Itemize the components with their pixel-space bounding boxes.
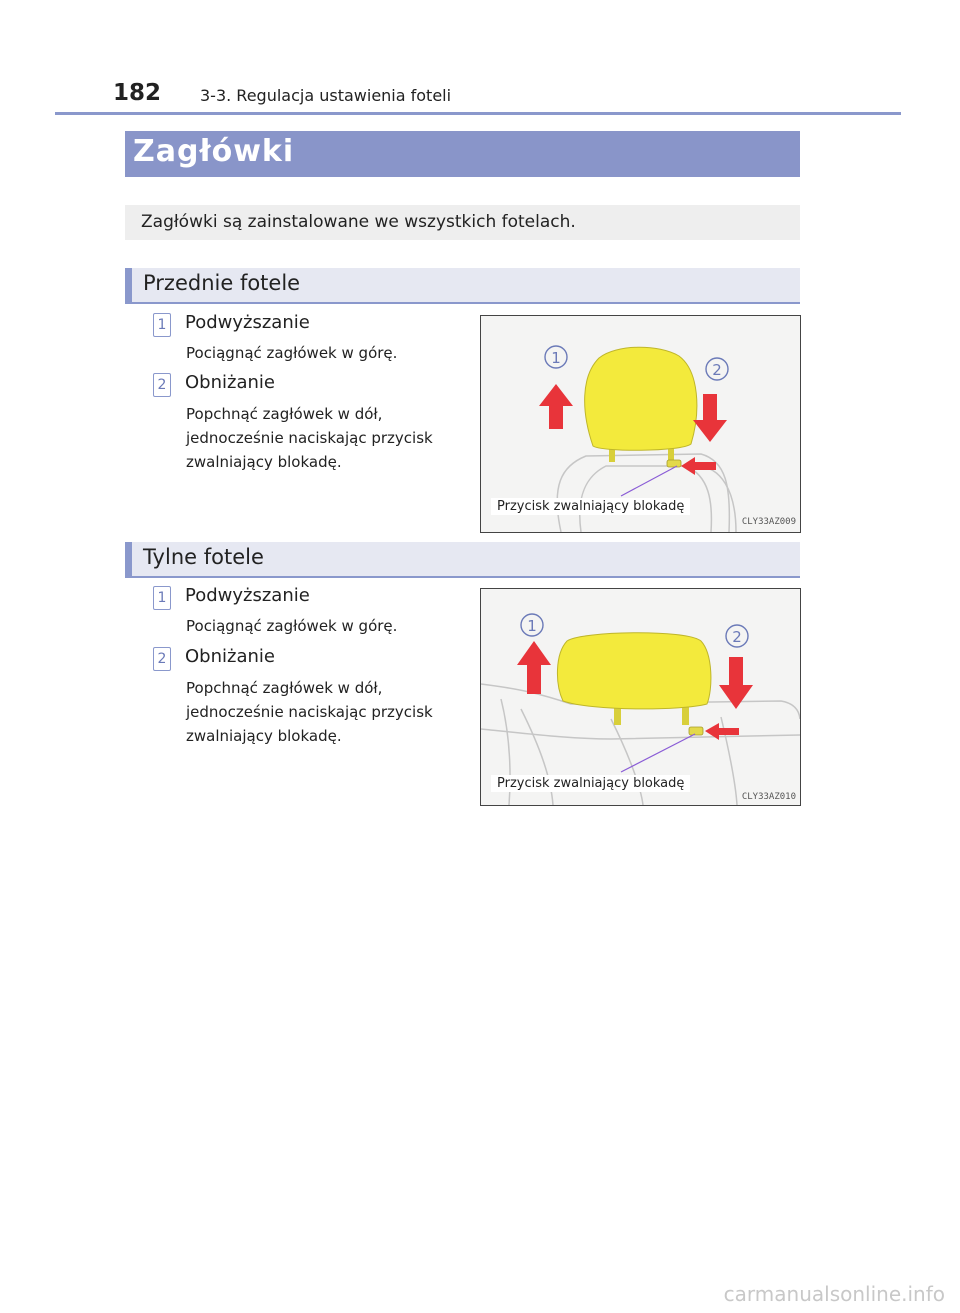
item-title: Podwyższanie bbox=[185, 312, 310, 333]
figure-rear-headrest bbox=[480, 588, 801, 806]
section-heading: Przednie fotele bbox=[143, 271, 301, 295]
section-rear-seats bbox=[125, 542, 800, 578]
callout-line bbox=[621, 734, 695, 772]
headrest bbox=[585, 347, 697, 450]
section-heading: Tylne fotele bbox=[143, 545, 264, 569]
watermark: carmanualsonline.info bbox=[723, 1282, 945, 1306]
intro-text: Zagłówki są zainstalowane we wszystkich fotelach. bbox=[141, 212, 576, 232]
figure-caption: Przycisk zwalniający blokadę bbox=[491, 775, 690, 792]
release-button bbox=[689, 727, 703, 735]
figure-label: 2 bbox=[712, 361, 722, 379]
page-title: Zagłówki bbox=[133, 134, 295, 169]
page-number: 182 bbox=[113, 80, 162, 106]
item-number: 1 bbox=[153, 586, 171, 610]
item-title: Podwyższanie bbox=[185, 585, 310, 606]
figure-front-headrest bbox=[480, 315, 801, 533]
chapter-title: 3-3. Regulacja ustawienia foteli bbox=[200, 86, 452, 105]
item-description: Pociągnąć zagłówek w górę. bbox=[186, 344, 398, 362]
arrow-up-icon bbox=[517, 641, 551, 694]
item-number: 2 bbox=[153, 373, 171, 397]
item-number: 2 bbox=[153, 647, 171, 671]
item-title: Obniżanie bbox=[185, 372, 275, 393]
callout-line bbox=[621, 466, 677, 496]
section-front-seats bbox=[125, 268, 800, 304]
header-rule bbox=[55, 112, 901, 115]
release-button bbox=[667, 460, 681, 467]
title-bar bbox=[125, 131, 800, 177]
figure-code: CLY33AZ009 bbox=[741, 517, 796, 527]
arrow-left-icon bbox=[681, 457, 716, 475]
intro-box bbox=[125, 205, 800, 240]
section-accent bbox=[125, 542, 132, 578]
figure-code: CLY33AZ010 bbox=[741, 792, 796, 802]
item-title: Obniżanie bbox=[185, 646, 275, 667]
item-description: Popchnąć zagłówek w dół, jednocześnie naciskając przycisk zwalniający blokadę. bbox=[186, 405, 433, 471]
headrest bbox=[557, 633, 711, 709]
figure-label: 1 bbox=[527, 617, 537, 635]
section-accent bbox=[125, 268, 132, 304]
arrow-up-icon bbox=[539, 384, 573, 429]
figure-caption: Przycisk zwalniający blokadę bbox=[491, 498, 690, 515]
figure-label: 2 bbox=[732, 628, 742, 646]
item-description: Pociągnąć zagłówek w górę. bbox=[186, 617, 398, 635]
item-number: 1 bbox=[153, 313, 171, 337]
item-description: Popchnąć zagłówek w dół, jednocześnie naciskając przycisk zwalniający blokadę. bbox=[186, 679, 433, 745]
arrow-down-icon bbox=[693, 394, 727, 442]
figure-label: 1 bbox=[551, 349, 561, 367]
